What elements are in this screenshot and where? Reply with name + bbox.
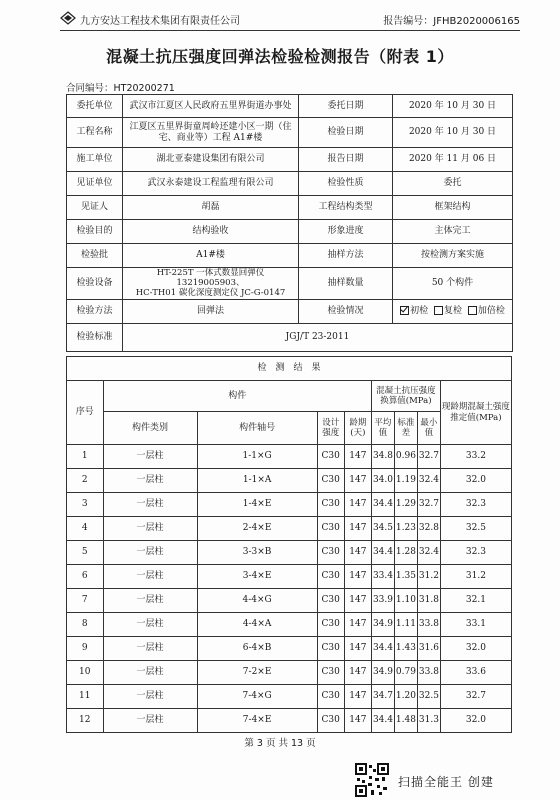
option-initial: 初检 xyxy=(410,305,429,316)
row-axis: 2-4×E xyxy=(197,517,317,541)
strength-header: 混凝土抗压强度换算值(MPa) xyxy=(371,381,440,412)
row-min: 32.8 xyxy=(417,517,440,541)
row-std: 1.29 xyxy=(394,493,417,517)
row-std: 0.79 xyxy=(394,661,417,685)
row-mean: 33.9 xyxy=(371,589,394,613)
row-axis: 1-1×G xyxy=(197,445,317,469)
construction-value: 湖北亚泰建设集团有限公司 xyxy=(123,148,299,172)
row-seq: 4 xyxy=(67,517,104,541)
commission-date-label: 委托日期 xyxy=(299,95,393,118)
row-std: 1.20 xyxy=(394,685,417,709)
row-std: 1.48 xyxy=(394,709,417,733)
option-double: 加倍检 xyxy=(477,305,505,316)
results-section-title: 检 测 结 果 xyxy=(67,357,512,381)
table-row xyxy=(67,565,512,589)
progress-value: 主体完工 xyxy=(393,220,513,244)
row-type: 一层柱 xyxy=(103,517,197,541)
equipment-line-1: HT-225T 一体式数显回弹仪 13219005903、 xyxy=(156,268,265,289)
table-row xyxy=(67,685,512,709)
row-seq: 2 xyxy=(67,469,104,493)
row-axis: 3-4×E xyxy=(197,565,317,589)
row-grade: C30 xyxy=(317,661,344,685)
equipment-label: 检验设备 xyxy=(67,268,123,300)
row-estimate: 32.0 xyxy=(440,469,511,493)
row-grade: C30 xyxy=(317,541,344,565)
row-grade: C30 xyxy=(317,445,344,469)
nature-value: 委托 xyxy=(393,172,513,196)
row-seq: 3 xyxy=(67,493,104,517)
row-std: 1.11 xyxy=(394,613,417,637)
row-age: 147 xyxy=(344,493,371,517)
client-value: 武汉市江夏区人民政府五里界街道办事处 xyxy=(123,95,299,118)
row-min: 33.8 xyxy=(417,613,440,637)
row-grade: C30 xyxy=(317,565,344,589)
supervision-value: 武汉永泰建设工程监理有限公司 xyxy=(123,172,299,196)
row-std: 1.28 xyxy=(394,541,417,565)
row-min: 32.4 xyxy=(417,541,440,565)
construction-label: 施工单位 xyxy=(67,148,123,172)
row-estimate: 32.0 xyxy=(440,709,511,733)
row-mean: 34.5 xyxy=(371,517,394,541)
row-min: 32.7 xyxy=(417,445,440,469)
row-estimate: 32.3 xyxy=(440,541,511,565)
row-estimate: 31.2 xyxy=(440,565,511,589)
row-age: 147 xyxy=(344,661,371,685)
row-estimate: 33.1 xyxy=(440,613,511,637)
table-row xyxy=(67,493,512,517)
witness-value: 胡磊 xyxy=(123,196,299,220)
checkbox-double-icon xyxy=(468,306,477,315)
row-grade: C30 xyxy=(317,613,344,637)
inspect-date-label: 检验日期 xyxy=(299,118,393,148)
row-axis: 1-4×E xyxy=(197,493,317,517)
quantity-value: 50 个构件 xyxy=(393,268,513,300)
supervision-label: 见证单位 xyxy=(67,172,123,196)
quantity-label: 抽样数量 xyxy=(299,268,393,300)
row-std: 1.19 xyxy=(394,469,417,493)
table-row xyxy=(67,541,512,565)
row-seq: 5 xyxy=(67,541,104,565)
row-grade: C30 xyxy=(317,637,344,661)
row-estimate: 33.6 xyxy=(440,661,511,685)
table-row xyxy=(67,589,512,613)
row-mean: 34.7 xyxy=(371,685,394,709)
row-axis: 3-3×B xyxy=(197,541,317,565)
row-age: 147 xyxy=(344,637,371,661)
row-estimate: 32.3 xyxy=(440,493,511,517)
row-mean: 34.9 xyxy=(371,661,394,685)
std-header: 标准差 xyxy=(394,412,417,445)
row-age: 147 xyxy=(344,709,371,733)
project-label: 工程名称 xyxy=(67,118,123,148)
seq-header: 序号 xyxy=(67,381,104,445)
report-title: 混凝土抗压强度回弹法检验检测报告（附表 1） xyxy=(106,47,454,66)
row-grade: C30 xyxy=(317,517,344,541)
results-table xyxy=(66,356,512,733)
row-seq: 6 xyxy=(67,565,104,589)
scanner-watermark: 扫描全能王 创建 xyxy=(398,775,494,789)
row-age: 147 xyxy=(344,517,371,541)
row-min: 32.7 xyxy=(417,493,440,517)
row-grade: C30 xyxy=(317,709,344,733)
situation-label: 检验情况 xyxy=(299,299,393,323)
table-row xyxy=(67,469,512,493)
nature-label: 检验性质 xyxy=(299,172,393,196)
project-value: 江夏区五里界街童周岭还建小区一期（住宅、商业等）工程 A1#楼 xyxy=(123,118,299,148)
row-std: 1.23 xyxy=(394,517,417,541)
row-type: 一层柱 xyxy=(103,613,197,637)
row-grade: C30 xyxy=(317,493,344,517)
row-axis: 7-2×E xyxy=(197,661,317,685)
age-header: 龄期(天) xyxy=(344,412,371,445)
situation-value xyxy=(393,299,513,323)
row-mean: 34.4 xyxy=(371,493,394,517)
inspect-date-value: 2020 年 10 月 30 日 xyxy=(393,118,513,148)
commission-date-value: 2020 年 10 月 30 日 xyxy=(393,95,513,118)
row-age: 147 xyxy=(344,445,371,469)
row-type: 一层柱 xyxy=(103,541,197,565)
page-footer: 第 3 页 共 13 页 xyxy=(244,738,316,749)
member-header: 构件 xyxy=(103,381,371,412)
row-min: 31.6 xyxy=(417,637,440,661)
axis-header: 构件轴号 xyxy=(197,412,317,445)
row-std: 1.10 xyxy=(394,589,417,613)
row-age: 147 xyxy=(344,469,371,493)
row-min: 31.2 xyxy=(417,565,440,589)
qr-code-icon xyxy=(355,763,389,797)
row-min: 31.3 xyxy=(417,709,440,733)
row-age: 147 xyxy=(344,541,371,565)
checkbox-initial-icon xyxy=(400,306,409,315)
row-grade: C30 xyxy=(317,685,344,709)
row-age: 147 xyxy=(344,685,371,709)
method-label: 检验方法 xyxy=(67,299,123,323)
design-header: 设计强度 xyxy=(317,412,344,445)
equipment-line-2: HC-TH01 碳化深度测定仪 JC-G-0147 xyxy=(135,288,286,299)
row-min: 32.4 xyxy=(417,469,440,493)
sampling-value: 按检测方案实施 xyxy=(393,244,513,268)
row-type: 一层柱 xyxy=(103,565,197,589)
row-type: 一层柱 xyxy=(103,685,197,709)
row-estimate: 32.5 xyxy=(440,517,511,541)
row-seq: 9 xyxy=(67,637,104,661)
report-number: 报告编号：JFHB2020006165 xyxy=(383,16,520,27)
row-seq: 1 xyxy=(67,445,104,469)
table-row xyxy=(67,637,512,661)
row-type: 一层柱 xyxy=(103,469,197,493)
mean-header: 平均值 xyxy=(371,412,394,445)
row-mean: 34.8 xyxy=(371,445,394,469)
batch-value: A1#楼 xyxy=(123,244,299,268)
estimate-header: 现龄期混凝土强度推定值(MPa) xyxy=(440,381,511,445)
row-min: 32.5 xyxy=(417,685,440,709)
table-row xyxy=(67,517,512,541)
row-type: 一层柱 xyxy=(103,589,197,613)
min-header: 最小值 xyxy=(417,412,440,445)
type-header: 构件类别 xyxy=(103,412,197,445)
row-seq: 8 xyxy=(67,613,104,637)
company-name: 九方安达工程技术集团有限责任公司 xyxy=(80,16,240,27)
report-date-label: 报告日期 xyxy=(299,148,393,172)
page-header xyxy=(60,8,520,31)
info-table xyxy=(66,94,513,352)
row-std: 1.35 xyxy=(394,565,417,589)
row-mean: 34.9 xyxy=(371,613,394,637)
row-std: 1.43 xyxy=(394,637,417,661)
row-age: 147 xyxy=(344,613,371,637)
progress-label: 形象进度 xyxy=(299,220,393,244)
row-estimate: 33.2 xyxy=(440,445,511,469)
row-std: 0.96 xyxy=(394,445,417,469)
row-axis: 1-1×A xyxy=(197,469,317,493)
table-row xyxy=(67,613,512,637)
row-type: 一层柱 xyxy=(103,661,197,685)
table-row xyxy=(67,709,512,733)
row-mean: 34.4 xyxy=(371,709,394,733)
standard-value: JGJ/T 23-2011 xyxy=(123,323,513,351)
row-seq: 10 xyxy=(67,661,104,685)
row-mean: 34.4 xyxy=(371,541,394,565)
row-seq: 12 xyxy=(67,709,104,733)
method-value: 回弹法 xyxy=(123,299,299,323)
row-type: 一层柱 xyxy=(103,493,197,517)
row-seq: 11 xyxy=(67,685,104,709)
option-recheck: 复检 xyxy=(443,305,462,316)
row-grade: C30 xyxy=(317,469,344,493)
row-estimate: 32.1 xyxy=(440,589,511,613)
row-mean: 34.4 xyxy=(371,637,394,661)
row-axis: 7-4×G xyxy=(197,685,317,709)
purpose-label: 检验目的 xyxy=(67,220,123,244)
report-date-value: 2020 年 11 月 06 日 xyxy=(393,148,513,172)
row-axis: 4-4×A xyxy=(197,613,317,637)
checkbox-recheck-icon xyxy=(434,306,443,315)
row-axis: 4-4×G xyxy=(197,589,317,613)
row-type: 一层柱 xyxy=(103,445,197,469)
company-logo-icon xyxy=(60,11,76,25)
row-estimate: 32.7 xyxy=(440,685,511,709)
row-axis: 6-4×B xyxy=(197,637,317,661)
row-min: 31.8 xyxy=(417,589,440,613)
row-age: 147 xyxy=(344,565,371,589)
structure-label: 工程结构类型 xyxy=(299,196,393,220)
row-estimate: 32.0 xyxy=(440,637,511,661)
row-mean: 34.0 xyxy=(371,469,394,493)
row-type: 一层柱 xyxy=(103,637,197,661)
client-label: 委托单位 xyxy=(67,95,123,118)
table-row xyxy=(67,661,512,685)
row-type: 一层柱 xyxy=(103,709,197,733)
structure-value: 框架结构 xyxy=(393,196,513,220)
row-seq: 7 xyxy=(67,589,104,613)
batch-label: 检验批 xyxy=(67,244,123,268)
row-min: 33.8 xyxy=(417,661,440,685)
equipment-value xyxy=(123,268,299,300)
results-body xyxy=(67,445,512,733)
row-grade: C30 xyxy=(317,589,344,613)
row-age: 147 xyxy=(344,589,371,613)
table-row xyxy=(67,445,512,469)
witness-label: 见证人 xyxy=(67,196,123,220)
sampling-label: 抽样方法 xyxy=(299,244,393,268)
row-mean: 33.4 xyxy=(371,565,394,589)
standard-label: 检验标准 xyxy=(67,323,123,351)
purpose-value: 结构验收 xyxy=(123,220,299,244)
contract-number: 合同编号：HT20200271 xyxy=(66,83,175,94)
row-axis: 7-4×E xyxy=(197,709,317,733)
